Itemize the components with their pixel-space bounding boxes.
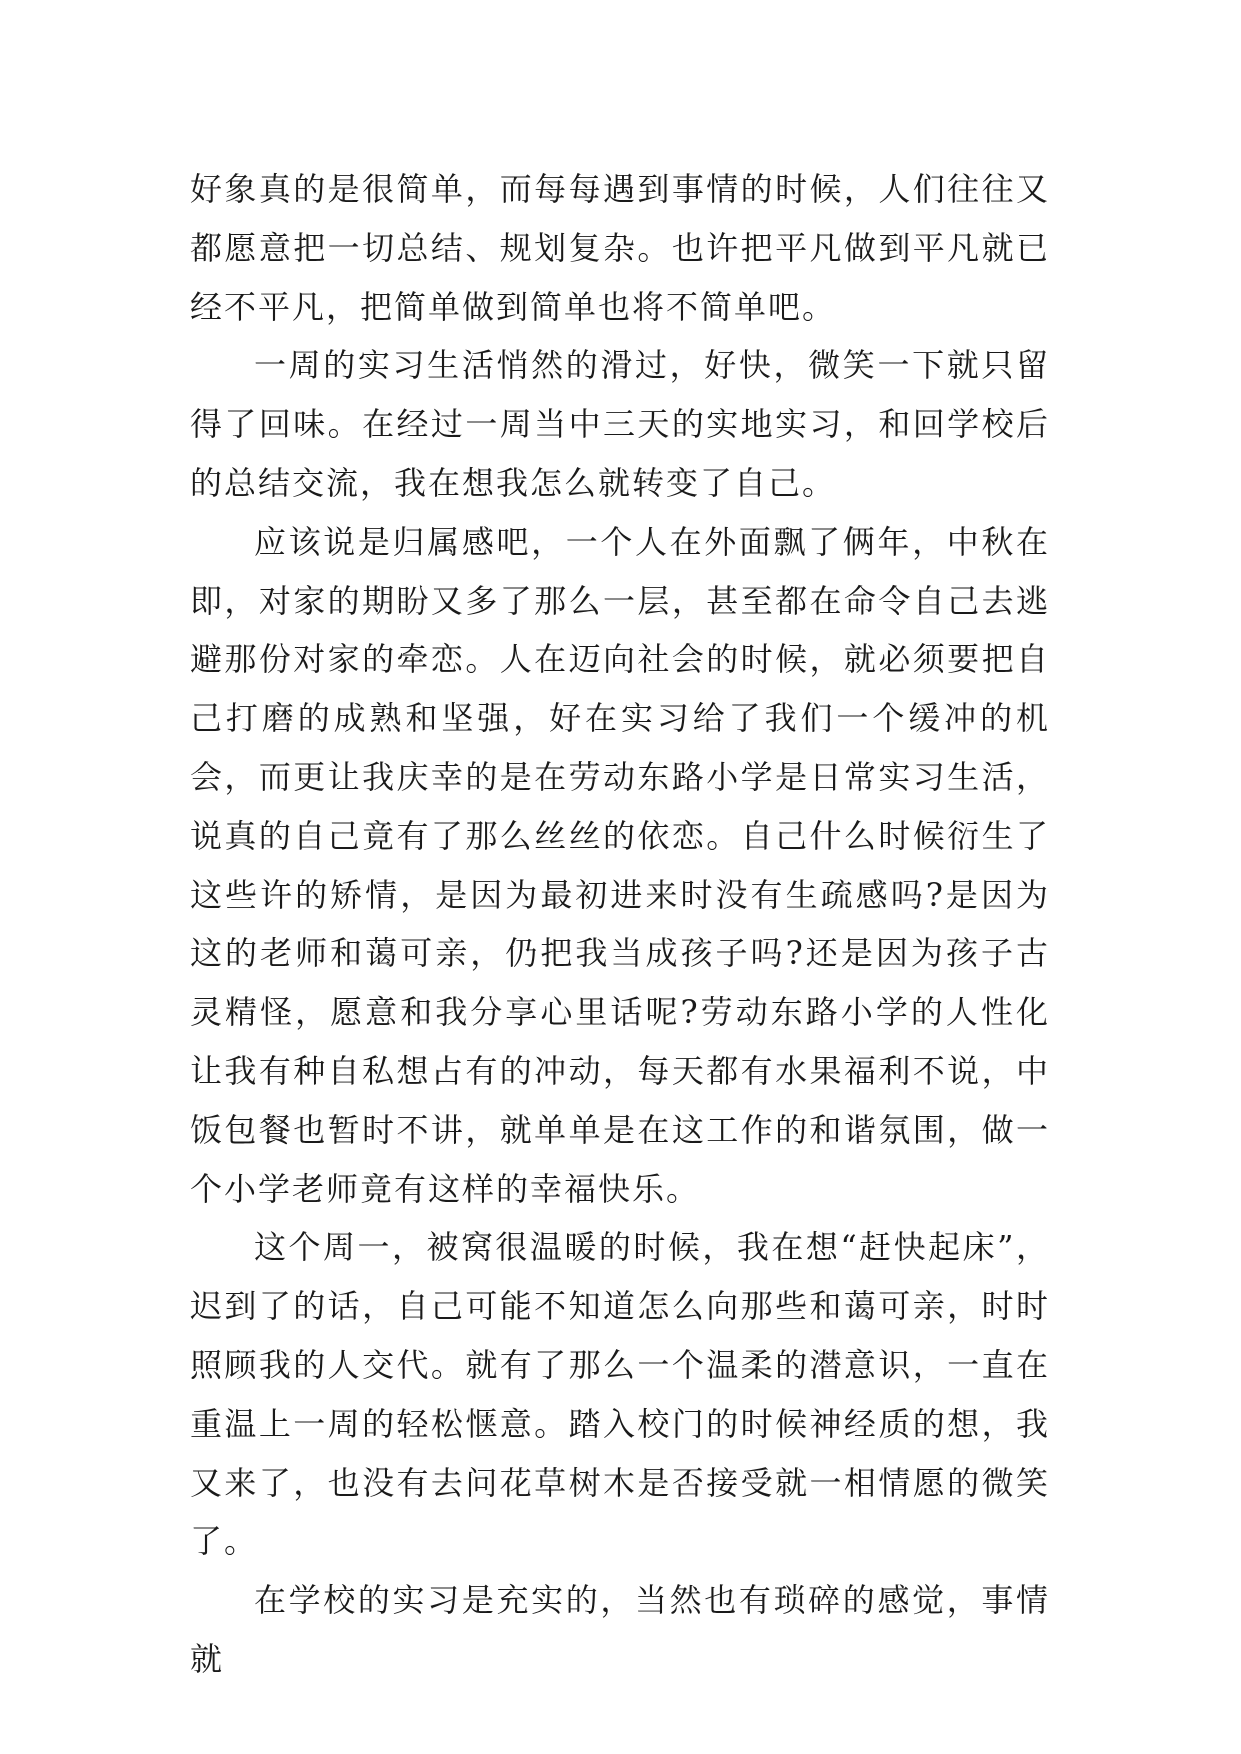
paragraph: 好象真的是很简单，而每每遇到事情的时候，人们往往又都愿意把一切总结、规划复杂。也许把平凡做到平凡就已经不平凡，把简单做到简单也将不简单吧。 — [190, 170, 1050, 326]
paragraph: 这个周一，被窝很温暖的时候，我在想“赶快起床”，迟到了的话，自己可能不知道怎么向那些和蔼可亲，时时照顾我的人交代。就有了那么一个温柔的潜意识，一直在重温上一周的轻松惬意。踏入校门的时候神经质的想，我又来了，也没有去问花草树木是否接受就一相情愿的微笑了。 — [190, 1228, 1050, 1561]
document-body — [190, 160, 1050, 1689]
paragraph: 一周的实习生活悄然的滑过，好快，微笑一下就只留得了回味。在经过一周当中三天的实地实习，和回学校后的总结交流，我在想我怎么就转变了自己。 — [190, 346, 1050, 502]
paragraph: 在学校的实习是充实的，当然也有琐碎的感觉，事情就 — [190, 1581, 1050, 1678]
paragraph: 应该说是归属感吧，一个人在外面飘了俩年，中秋在即，对家的期盼又多了那么一层，甚至都在命令自己去逃避那份对家的牵恋。人在迈向社会的时候，就必须要把自己打磨的成熟和坚强，好在实习给了我们一个缓冲的机会，而更让我庆幸的是在劳动东路小学是日常实习生活，说真的自己竟有了那么丝丝的依恋。自己什么时候衍生了这些许的矫情，是因为最初进来时没有生疏感吗?是因为这的老师和蔼可亲，仍把我当成孩子吗?还是因为孩子古灵精怪，愿意和我分享心里话呢?劳动东路小学的人性化让我有种自私想占有的冲动，每天都有水果福利不说，中饭包餐也暂时不讲，就单单是在这工作的和谐氛围，做一个小学老师竟有这样的幸福快乐。 — [190, 522, 1050, 1208]
